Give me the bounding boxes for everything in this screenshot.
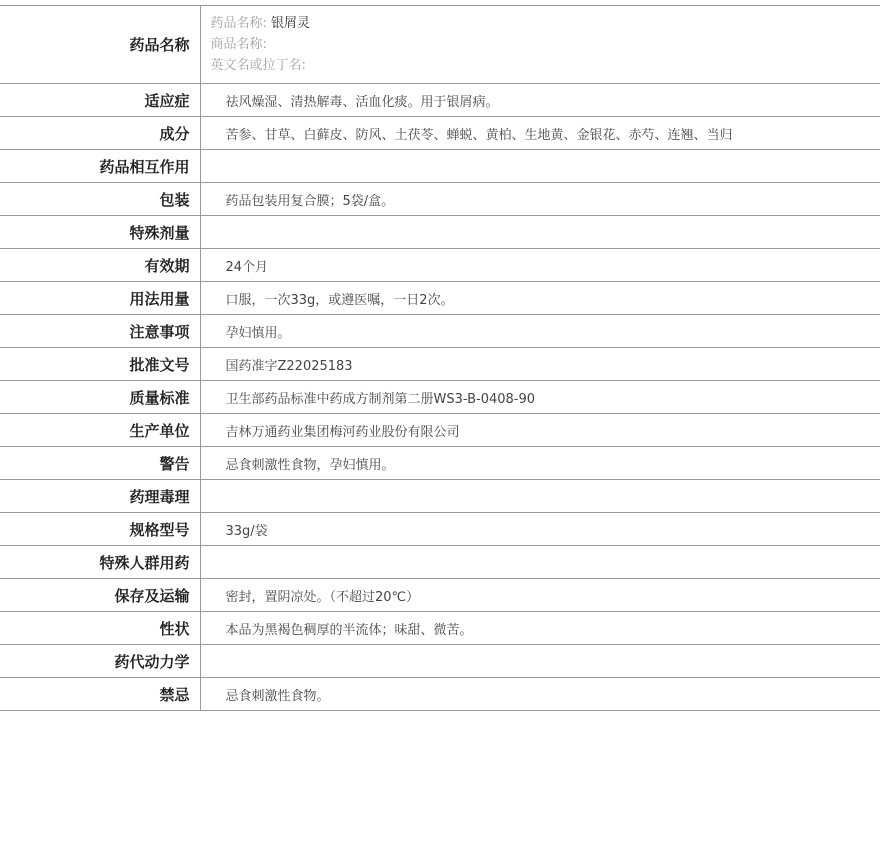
spec-label: 批准文号	[0, 348, 200, 381]
spec-label: 注意事项	[0, 315, 200, 348]
spec-value: 24个月	[225, 259, 269, 275]
spec-value: 苦参、甘草、白藓皮、防风、土茯苓、蝉蜕、黄柏、生地黄、金银花、赤芍、连翘、当归	[225, 127, 733, 143]
spec-row-storage	[0, 579, 880, 612]
spec-label: 警告	[0, 447, 200, 480]
spec-label: 特殊剂量	[0, 216, 200, 249]
spec-label: 特殊人群用药	[0, 546, 200, 579]
spec-label: 药品名称	[0, 6, 200, 84]
spec-value: 吉林万通药业集团梅河药业股份有限公司	[225, 424, 460, 440]
generic-name-key: 药品名称:	[210, 16, 267, 31]
spec-value: 33g/袋	[225, 523, 268, 539]
spec-label: 禁忌	[0, 678, 200, 711]
spec-value	[200, 150, 880, 183]
drug-spec-body	[0, 6, 880, 711]
spec-value: 祛风燥湿、清热解毒、活血化痰。用于银屑病。	[225, 94, 499, 110]
spec-value: 本品为黑褐色稠厚的半流体；味甜、微苦。	[225, 622, 473, 638]
spec-row-packaging	[0, 183, 880, 216]
spec-label: 药品相互作用	[0, 150, 200, 183]
spec-value: 密封，置阴凉处。（不超过20℃）	[225, 589, 420, 605]
spec-row-ingredients	[0, 117, 880, 150]
trade-name-key: 商品名称:	[210, 37, 267, 52]
drug-spec-table	[0, 5, 880, 711]
generic-name-value: 银屑灵	[271, 16, 311, 31]
spec-value	[200, 645, 880, 678]
spec-value	[200, 480, 880, 513]
spec-label: 性状	[0, 612, 200, 645]
spec-row-pharmacokinetics	[0, 645, 880, 678]
spec-row-approval-number	[0, 348, 880, 381]
spec-value: 忌食刺激性食物，孕妇慎用。	[225, 457, 395, 473]
spec-row-indications	[0, 84, 880, 117]
english-name-key: 英文名或拉丁名:	[210, 58, 306, 73]
spec-value: 国药准字Z22025183	[225, 358, 353, 374]
generic-name-line	[211, 13, 880, 34]
spec-value-drug-name	[200, 6, 880, 84]
spec-row-drug-name	[0, 6, 880, 84]
spec-value: 卫生部药品标准中药成方制剂第二册WS3-B-0408-90	[225, 391, 536, 407]
spec-row-quality-standard	[0, 381, 880, 414]
spec-value: 孕妇慎用。	[225, 325, 291, 341]
spec-value: 忌食刺激性食物。	[225, 688, 330, 704]
spec-label: 质量标准	[0, 381, 200, 414]
spec-value: 药品包装用复合膜；5袋/盒。	[225, 193, 395, 209]
spec-label: 药理毒理	[0, 480, 200, 513]
spec-row-specification	[0, 513, 880, 546]
spec-label: 用法用量	[0, 282, 200, 315]
spec-row-contraindications	[0, 678, 880, 711]
spec-row-description	[0, 612, 880, 645]
spec-value: 口服，一次33g，或遵医嘱，一日2次。	[225, 292, 454, 308]
spec-label: 有效期	[0, 249, 200, 282]
spec-label: 规格型号	[0, 513, 200, 546]
spec-row-dosage	[0, 282, 880, 315]
spec-row-interactions	[0, 150, 880, 183]
spec-label: 包装	[0, 183, 200, 216]
spec-label: 生产单位	[0, 414, 200, 447]
trade-name-line	[211, 34, 880, 55]
spec-label: 保存及运输	[0, 579, 200, 612]
spec-row-special-populations	[0, 546, 880, 579]
spec-row-precautions	[0, 315, 880, 348]
spec-row-special-dosage	[0, 216, 880, 249]
spec-value	[200, 546, 880, 579]
spec-value	[200, 216, 880, 249]
spec-label: 适应症	[0, 84, 200, 117]
spec-label: 药代动力学	[0, 645, 200, 678]
spec-row-manufacturer	[0, 414, 880, 447]
spec-label: 成分	[0, 117, 200, 150]
spec-row-pharmacology	[0, 480, 880, 513]
spec-row-warning	[0, 447, 880, 480]
english-name-line	[211, 55, 880, 76]
spec-row-shelf-life	[0, 249, 880, 282]
